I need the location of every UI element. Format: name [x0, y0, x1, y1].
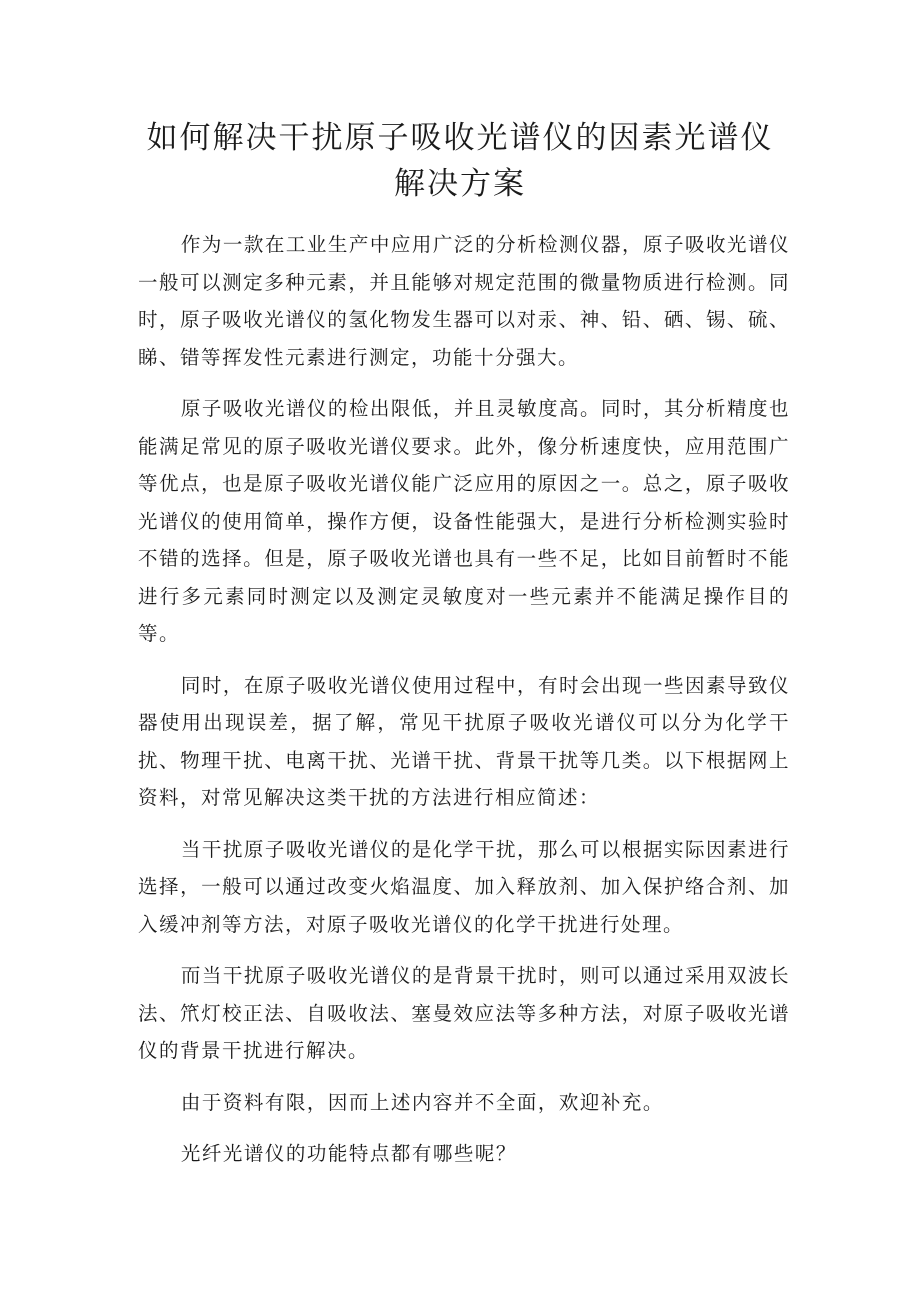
paragraph-5: 而当干扰原子吸收光谱仪的是背景干扰时，则可以通过采用双波长法、笊灯校正法、自吸收法、塞曼效应法等多种方法，对原子吸收光谱仪的背景干扰进行解决。	[138, 964, 790, 1062]
paragraph-1: 作为一款在工业生产中应用广泛的分析检测仪器，原子吸收光谱仪一般可以测定多种元素，并且能够对规定范围的微量物质进行检测。同时，原子吸收光谱仪的氢化物发生器可以对汞、神、铅、硒、锡、硫、睇、错等挥发性元素进行测定，功能十分强大。	[138, 233, 790, 369]
paragraph-4: 当干扰原子吸收光谱仪的是化学干扰，那么可以根据实际因素进行选择，一般可以通过改变火焰温度、加入释放剂、加入保护络合剂、加入缓冲剂等方法，对原子吸收光谱仪的化学干扰进行处理。	[138, 837, 790, 936]
paragraph-7: 光纤光谱仪的功能特点都有哪些呢？	[180, 1142, 517, 1165]
paragraph-3: 同时，在原子吸收光谱仪使用过程中，有时会出现一些因素导致仪器使用出现误差，据了解，常见干扰原子吸收光谱仪可以分为化学干扰、物理干扰、电离干扰、光谱干扰、背景干扰等几类。以下根据网上资料，对常见解决这类干扰的方法进行相应简述：	[138, 673, 790, 809]
paragraph-2: 原子吸收光谱仪的检出限低，并且灵敏度高。同时，其分析精度也能满足常见的原子吸收光谱仪要求。此外，像分析速度快，应用范围广等优点，也是原子吸收光谱仪能广泛应用的原因之一。总之，原子吸收光谱仪的使用简单，操作方便，设备性能强大，是进行分析检测实验时不错的选择。但是，原子吸收光谱也具有一些不足，比如目前暂时不能进行多元素同时测定以及测定灵敏度对一些元素并不能满足操作目的等。	[138, 397, 790, 645]
paragraph-6: 由于资料有限，因而上述内容并不全面，欢迎补充。	[180, 1090, 664, 1114]
document-title-line2: 解决方案	[394, 166, 526, 202]
document-body	[138, 226, 790, 1173]
document-title-line1: 如何解决干扰原子吸收光谱仪的因素光谱仪	[146, 120, 774, 156]
